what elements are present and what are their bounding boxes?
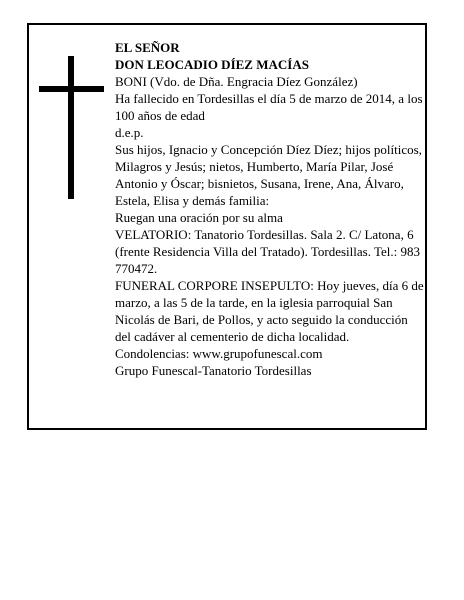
notice-text [115, 39, 425, 379]
wake-info: VELATORIO: Tanatorio Tordesillas. Sala 2. C/ Latona, 6 (frente Residencia Villa del Tratado). Tordesillas. Tel.: 983 770472. [115, 227, 421, 276]
death-announcement: Ha fallecido en Tordesillas el día 5 de marzo de 2014, a los 100 años de edad [115, 91, 423, 123]
deceased-alias: BONI (Vdo. de Dña. Engracia Díez González) [115, 74, 358, 89]
deceased-name: DON LEOCADIO DÍEZ MACÍAS [115, 57, 309, 72]
cross-icon [68, 56, 74, 199]
rip-text: d.e.p. [115, 125, 144, 140]
cross-icon-bar [39, 86, 104, 92]
prayer-request: Ruegan una oración por su alma [115, 210, 283, 225]
obituary-notice [27, 23, 427, 430]
funeral-company: Grupo Funescal-Tanatorio Tordesillas [115, 363, 312, 378]
funeral-info: FUNERAL CORPORE INSEPULTO: Hoy jueves, día 6 de marzo, a las 5 de la tarde, en la iglesia parroquial San Nicolás de Bari, de Pollos, y acto seguido la conducción del cadáver al cementerio de dicha localidad. Condolencias: www.grupofunescal.com [115, 278, 424, 361]
family-list: Sus hijos, Ignacio y Concepción Díez Díez; hijos políticos, Milagros y Jesús; nietos, Humberto, María Pilar, José Antonio y Óscar; bisnietos, Susana, Irene, Ana, Álvaro, Estela, Elisa y demás familia: [115, 142, 422, 208]
notice-title: EL SEÑOR [115, 40, 180, 55]
